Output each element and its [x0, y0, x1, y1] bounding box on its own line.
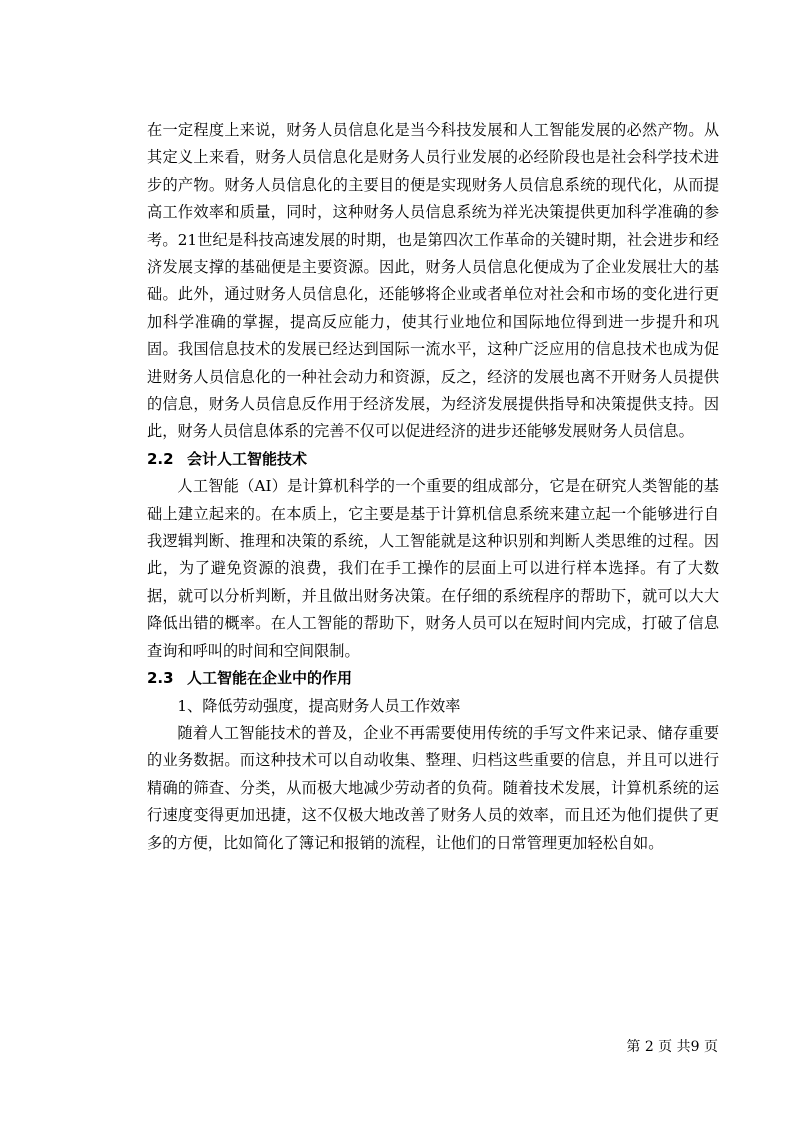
paragraph-efficiency: 随着人工智能技术的普及，企业不再需要使用传统的手写文件来记录、储存重要的业务数据。而这种技术可以自动收集、整理、归档这些重要的信息，并且可以进行精确的筛查、分类，从而极大地减少劳动者的负荷。随着技术发展，计算机系统的运行速度变得更加迅捷，这不仅极大地改善了财务人员的效率，而且还为他们提供了更多的方便，比如简化了簿记和报销的流程，让他们的日常管理更加轻松自如。 [147, 723, 719, 852]
section-number: 2.3 [147, 669, 174, 688]
section-title: 人工智能在企业中的作用 [187, 669, 353, 688]
page-footer: 第 2 页 共9 页 [626, 1039, 718, 1055]
section-heading-2-2 [147, 446, 719, 473]
section-heading-2-3 [147, 665, 719, 692]
list-item-1: 1、降低劳动强度，提高财务人员工作效率 [177, 696, 461, 715]
page-content [147, 117, 719, 857]
section-number: 2.2 [147, 449, 174, 468]
section-title: 会计人工智能技术 [187, 449, 308, 468]
paragraph-informatization: 在一定程度上来说，财务人员信息化是当今科技发展和人工智能发展的必然产物。从其定义上来看，财务人员信息化是财务人员行业发展的必经阶段也是社会科学技术进步的产物。财务人员信息化的主要目的便是实现财务人员信息系统的现代化，从而提高工作效率和质量，同时，这种财务人员信息系统为祥光决策提供更加科学准确的参考。21世纪是科技高速发展的时期，也是第四次工作革命的关键时期，社会进步和经济发展支撑的基础便是主要资源。因此，财务人员信息化便成为了企业发展壮大的基础。此外，通过财务人员信息化，还能够将企业或者单位对社会和市场的变化进行更加科学准确的掌握，提高反应能力，使其行业地位和国际地位得到进一步提升和巩固。我国信息技术的发展已经达到国际一流水平，这种广泛应用的信息技术也成为促进财务人员信息化的一种社会动力和资源，反之，经济的发展也离不开财务人员提供的信息，财务人员信息反作用于经济发展，为经济发展提供指导和决策提供支持。因此，财务人员信息体系的完善不仅可以促进经济的进步还能够发展财务人员信息。 [147, 121, 719, 441]
paragraph-ai-technology: 人工智能（AI）是计算机科学的一个重要的组成部分，它是在研究人类智能的基础上建立起来的。在本质上，它主要是基于计算机信息系统来建立起一个能够进行自我逻辑判断、推理和决策的系统，人工智能就是这种识别和判断人类思维的过程。因此，为了避免资源的浪费，我们在手工操作的层面上可以进行样本选择。有了大数据，就可以分析判断，并且做出财务决策。在仔细的系统程序的帮助下，就可以大大降低出错的概率。在人工智能的帮助下，财务人员可以在短时间内完成，打破了信息查询和呼叫的时间和空间限制。 [147, 477, 719, 660]
